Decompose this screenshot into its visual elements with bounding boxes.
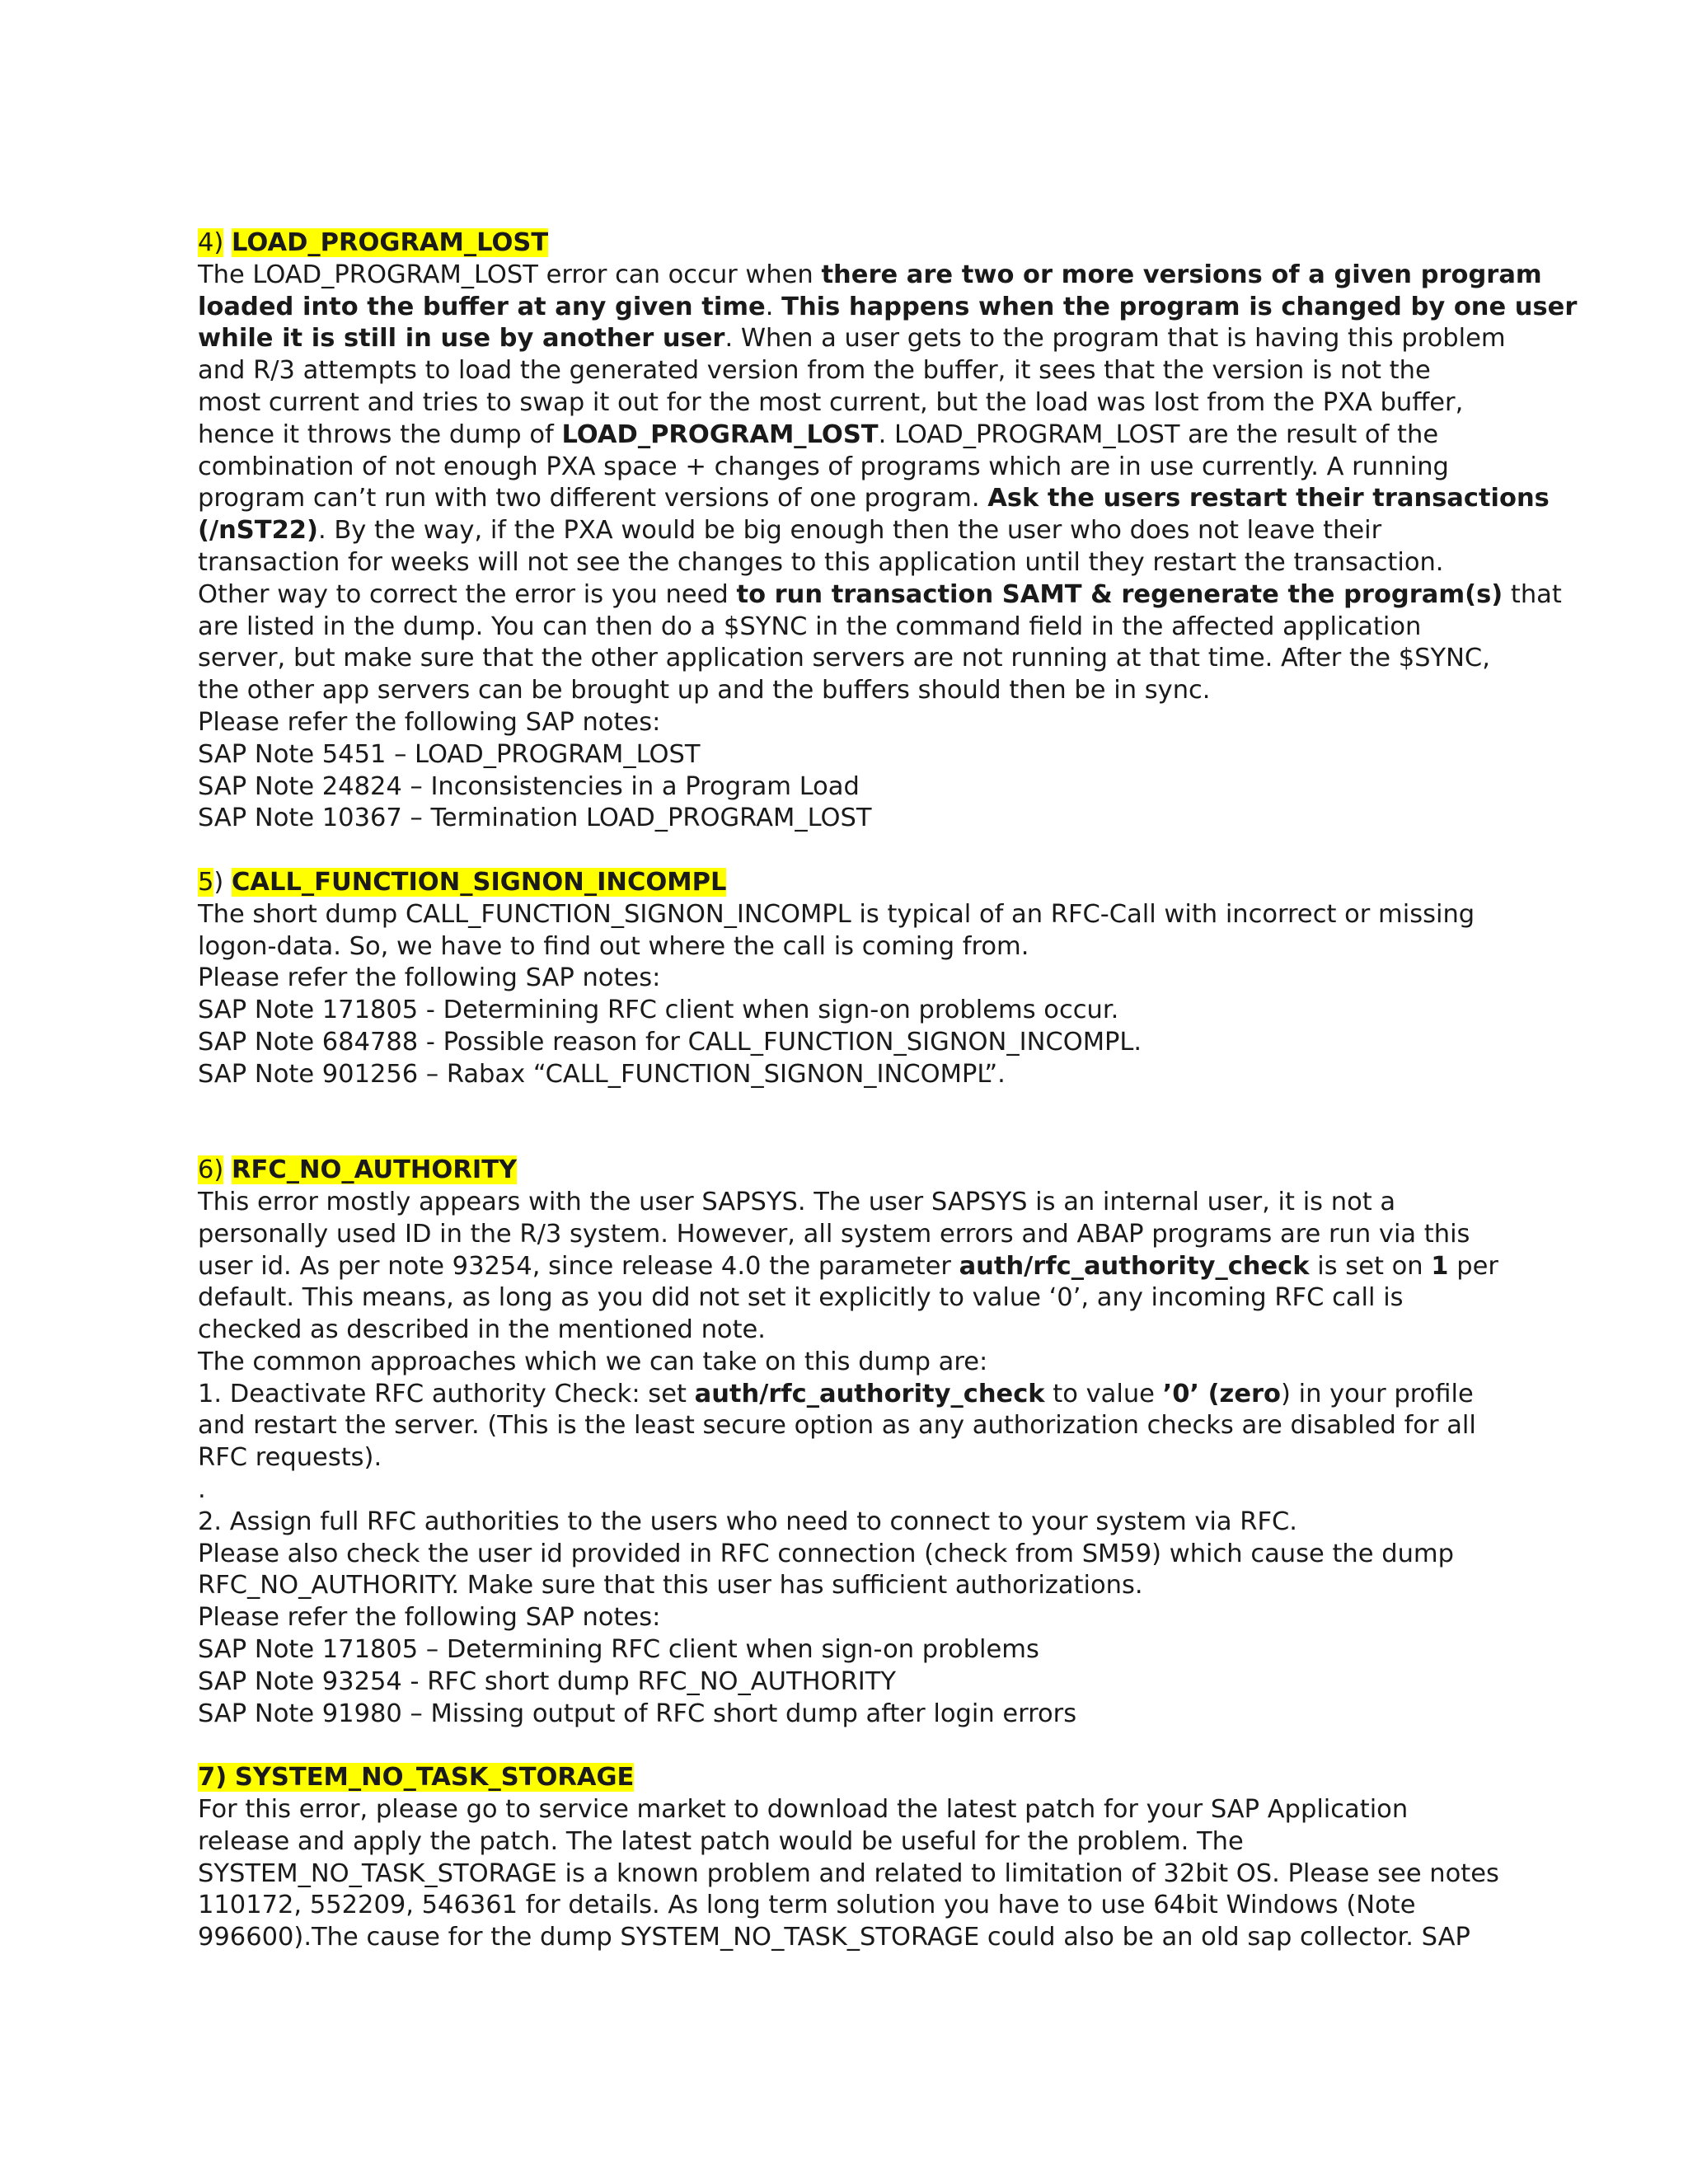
text-run: SAP Note 93254 - RFC short dump RFC_NO_AUTHORITY (198, 1666, 897, 1696)
bold-text-run: there are two or more versions of a given program (821, 260, 1542, 289)
bold-text-run: ’0’ (zero (1162, 1379, 1281, 1408)
text-run: SAP Note 171805 - Determining RFC client when sign-on problems occur. (198, 996, 1119, 1025)
text-line (198, 739, 1517, 771)
section-4-number: 4) (198, 228, 224, 257)
text-run: RFC_NO_AUTHORITY. Make sure that this user has sufficient authorizations. (198, 1571, 1143, 1601)
section-4-body (198, 260, 1578, 835)
text-run: Please refer the following SAP notes: (198, 963, 661, 993)
text-line (198, 963, 1517, 995)
text-line (198, 1410, 1517, 1442)
bold-text-run: LOAD_PROGRAM_LOST (561, 419, 879, 449)
text-run: Please also check the user id provided in RFC connection (check from SM59) which cause the dump (198, 1539, 1454, 1568)
section-7-body (198, 1794, 1517, 1954)
text-line (198, 1922, 1517, 1954)
text-run: combination of not enough PXA space + changes of programs which are in use currently. A running (198, 452, 1449, 481)
text-line (198, 995, 1517, 1027)
text-line (198, 515, 1517, 547)
text-run: 110172, 552209, 546361 for details. As long term solution you have to use 64bit Windows (Note (198, 1891, 1416, 1920)
text-line (198, 1187, 1517, 1219)
text-run: Please refer the following SAP notes: (198, 1603, 661, 1633)
text-line (198, 1602, 1517, 1634)
text-run: SAP Note 171805 – Determining RFC client when sign-on problems (198, 1635, 1039, 1665)
text-run: transaction for weeks will not see the changes to this application until they restart the transaction. (198, 547, 1444, 577)
text-run: is set on (1309, 1251, 1432, 1281)
section-6-title: RFC_NO_AUTHORITY (232, 1155, 518, 1185)
bold-text-run: 1 (1431, 1251, 1449, 1281)
bold-text-run: auth/rfc_authority_check (694, 1379, 1045, 1408)
text-run: user id. As per note 93254, since release 4.0 the parameter (198, 1251, 959, 1281)
text-run: SYSTEM_NO_TASK_STORAGE is a known problem and related to limitation of 32bit OS. Please see notes (198, 1858, 1499, 1888)
text-line (198, 1890, 1517, 1922)
text-line (198, 323, 1517, 355)
text-run: SAP Note 901256 – Rabax “CALL_FUNCTION_SIGNON_INCOMPL”. (198, 1059, 1006, 1089)
section-5-title: CALL_FUNCTION_SIGNON_INCOMPL (232, 867, 727, 897)
text-run: SAP Note 91980 – Missing output of RFC short dump after login errors (198, 1699, 1077, 1728)
text-line (198, 1442, 1517, 1474)
text-line (198, 1282, 1517, 1315)
text-line (198, 1634, 1517, 1666)
text-line (198, 803, 1517, 835)
text-line (198, 1826, 1517, 1858)
text-run: RFC requests). (198, 1443, 382, 1473)
text-run: SAP Note 684788 - Possible reason for CALL_FUNCTION_SIGNON_INCOMPL. (198, 1027, 1142, 1057)
text-line (198, 612, 1517, 644)
text-run: program can’t run with two different versions of one program. (198, 484, 988, 513)
text-line (198, 355, 1517, 387)
section-5-body (198, 899, 1517, 1091)
text-run: and R/3 attempts to load the generated version from the buffer, it sees that the version is not the (198, 356, 1431, 386)
text-run: logon-data. So, we have to find out where the call is coming from. (198, 931, 1029, 961)
text-run: For this error, please go to service market to download the latest patch for your SAP Application (198, 1795, 1409, 1825)
text-line (198, 547, 1517, 579)
section-5-heading: 5) CALL_FUNCTION_SIGNON_INCOMPL (198, 867, 727, 897)
text-line (198, 1219, 1517, 1251)
text-line (198, 1315, 1517, 1347)
bold-text-run: loaded into the buffer at any given time (198, 292, 766, 321)
text-line (198, 931, 1517, 963)
text-run: ) in your profile (1281, 1379, 1474, 1408)
text-line (198, 419, 1517, 452)
text-line (198, 1059, 1517, 1091)
text-run: SAP Note 24824 – Inconsistencies in a Program Load (198, 771, 860, 801)
section-4-heading (198, 227, 1517, 260)
text-line (198, 1666, 1517, 1699)
text-line (198, 675, 1517, 707)
text-line (198, 1858, 1517, 1891)
text-run: . (198, 1475, 206, 1505)
text-line (198, 387, 1517, 419)
text-run: This error mostly appears with the user SAPSYS. The user SAPSYS is an internal user, it is not a (198, 1187, 1396, 1216)
text-line (198, 1474, 1517, 1507)
text-line (198, 1794, 1517, 1826)
bold-text-run: to run transaction SAMT & regenerate the program(s) (736, 579, 1503, 609)
section-4-title: LOAD_PROGRAM_LOST (232, 228, 549, 257)
section-6-heading (198, 1155, 1517, 1187)
bold-text-run: Ask the users restart their transactions (987, 484, 1550, 513)
text-run: The short dump CALL_FUNCTION_SIGNON_INCOMPL is typical of an RFC-Call with incorrect or missing (198, 899, 1475, 929)
text-line (198, 1251, 1517, 1283)
section-7-heading (198, 1762, 1517, 1794)
bold-text-run: (/nST22) (198, 516, 318, 546)
text-run: 996600).The cause for the dump SYSTEM_NO_TASK_STORAGE could also be an old sap collector. SAP (198, 1923, 1470, 1952)
text-run: The LOAD_PROGRAM_LOST error can occur when (198, 260, 822, 289)
section-7-number: 7) (198, 1763, 227, 1793)
text-run: The common approaches which we can take on this dump are: (198, 1347, 988, 1376)
text-line (198, 1699, 1517, 1731)
text-run: server, but make sure that the other application servers are not running at that time. After the $SYNC, (198, 644, 1490, 673)
text-run: are listed in the dump. You can then do a $SYNC in the command field in the affected application (198, 612, 1422, 641)
section-7-title: SYSTEM_NO_TASK_STORAGE (234, 1763, 635, 1793)
text-line (198, 452, 1517, 484)
text-line (198, 643, 1517, 675)
text-run: SAP Note 5451 – LOAD_PROGRAM_LOST (198, 739, 701, 769)
text-run: Other way to correct the error is you need (198, 579, 737, 609)
text-line (198, 707, 1517, 739)
text-run: release and apply the patch. The latest patch would be useful for the problem. The (198, 1826, 1244, 1856)
text-run: . (765, 292, 782, 321)
text-run: hence it throws the dump of (198, 419, 562, 449)
section-6-number: 6) (198, 1155, 224, 1185)
text-line (198, 579, 1562, 612)
bold-text-run: auth/rfc_authority_check (959, 1251, 1310, 1281)
text-line (198, 1507, 1517, 1539)
text-line (198, 1347, 1517, 1379)
bold-text-run: This happens when the program is changed by one user (781, 292, 1578, 321)
text-line (198, 1027, 1517, 1059)
text-line (198, 1379, 1517, 1411)
text-line (198, 899, 1517, 931)
text-line (198, 483, 1550, 515)
text-run: and restart the server. (This is the least secure option as any authorization checks are disabled for all (198, 1411, 1476, 1441)
text-run: checked as described in the mentioned note. (198, 1315, 766, 1345)
text-line (198, 1570, 1517, 1602)
text-run: . By the way, if the PXA would be big enough then the user who does not leave their (317, 516, 1382, 546)
section-6-body (198, 1187, 1517, 1731)
text-run: . When a user gets to the program that is having this problem (724, 324, 1506, 354)
text-line (198, 771, 1517, 804)
text-run: that (1503, 579, 1562, 609)
text-run: 2. Assign full RFC authorities to the users who need to connect to your system via RFC. (198, 1507, 1298, 1536)
text-run: . LOAD_PROGRAM_LOST are the result of the (878, 419, 1439, 449)
text-run: 1. Deactivate RFC authority Check: set (198, 1379, 695, 1408)
text-run: default. This means, as long as you did not set it explicitly to value ‘0’, any incoming RFC call is (198, 1283, 1404, 1313)
text-line (198, 292, 1578, 324)
document-body (198, 227, 1578, 1954)
text-run: Please refer the following SAP notes: (198, 707, 661, 737)
text-run: SAP Note 10367 – Termination LOAD_PROGRAM_LOST (198, 804, 872, 833)
section-5-number: 5 (198, 867, 214, 897)
text-run: per (1448, 1251, 1498, 1281)
text-run: the other app servers can be brought up and the buffers should then be in sync. (198, 676, 1211, 705)
text-run: personally used ID in the R/3 system. However, all system errors and ABAP programs are run via this (198, 1219, 1470, 1249)
bold-text-run: while it is still in use by another user (198, 324, 725, 354)
text-line (198, 1539, 1517, 1571)
text-run: to value (1044, 1379, 1163, 1408)
text-line (198, 260, 1542, 292)
text-run: most current and tries to swap it out for the most current, but the load was lost from the PXA buffer, (198, 387, 1464, 417)
